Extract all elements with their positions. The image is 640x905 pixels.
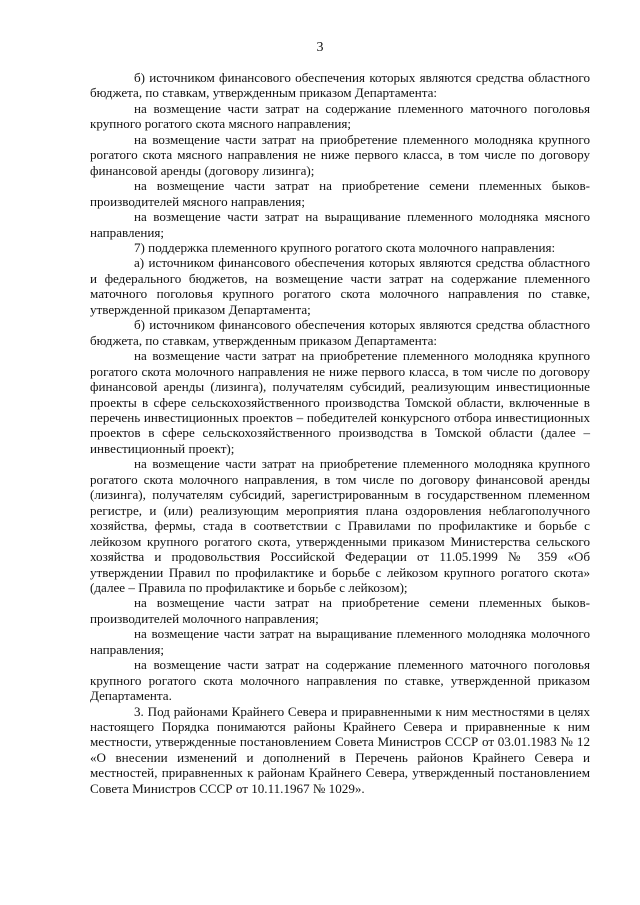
paragraph: на возмещение части затрат на содержание племенного маточного поголовья крупного рогатого скота мясного направления; [90,100,590,132]
paragraph: на возмещение части затрат на приобретение племенного молодняка крупного рогатого скота мясного направления не ниже первого класса, в том числе по договору финансовой аренды (договору лизинга); [90,131,590,178]
page-number: 3 [316,40,324,55]
paragraph: на возмещение части затрат на приобретение племенного молодняка крупного рогатого скота молочного направления, в том числе по договору финансовой аренды (лизинга), получателям субсидий, зарегистрированным в государственном племенном регистре, и (или) реализующим мероприятия плана оздоровления неблагополучного хозяйства, фермы, стада в соответствии с Правилами по профилактике и борьбе с лейкозом крупного рогатого скота, утвержденными приказом Министерства сельского хозяйства и продовольствия Российской Федерации от 11.05.1999 № 359 «Об утверждении Правил по профилактике и борьбе с лейкозом крупного рогатого скота» (далее – Правила по профилактике и борьбе с лейкозом); [90,456,590,595]
paragraph: б) источником финансового обеспечения которых являются средства областного бюджета, по ставкам, утвержденным приказом Департамента: [90,317,590,348]
paragraph: на возмещение части затрат на содержание племенного маточного поголовья крупного рогатого скота молочного направления по ставке, утвержденной приказом Департамента. [90,657,590,704]
paragraph: 7) поддержка племенного крупного рогатого скота молочного направления: [134,239,556,255]
paragraph: а) источником финансового обеспечения которых являются средства областного и федерального бюджетов, на возмещение части затрат на содержание племенного маточного поголовья крупного рогатого скота молочного направления по ставке, утвержденной приказом Департамента; [90,255,590,317]
paragraph: на возмещение части затрат на выращивание племенного молодняка мясного направления; [90,209,590,240]
document-body [90,70,590,796]
paragraph: на возмещение части затрат на приобретение семени племенных быков-производителей молочного направления; [90,595,590,626]
paragraph: на возмещение части затрат на приобретение племенного молодняка крупного рогатого скота молочного направления не ниже первого класса, в том числе по договору финансовой аренды (лизинга), получателям субсидий, реализующим инвестиционные проекты в сфере сельскохозяйственного производства Томской области, включенные в перечень инвестиционных проектов – победителей конкурсного отбора инвестиционных проектов в сфере сельскохозяйственного производства в Томской области (далее – инвестиционный проект); [90,348,590,456]
paragraph: 3. Под районами Крайнего Севера и приравненными к ним местностями в целях настоящего Порядка понимаются районы Крайнего Севера и приравненные к ним местности, утвержденные постановлением Совета Министров СССР от 03.01.1983 № 12 «О внесении изменений и дополнений в Перечень районов Крайнего Севера и местностей, приравненных к районам Крайнего Севера, утвержденный постановлением Совета Министров СССР от 10.11.1967 № 1029». [90,703,590,796]
paragraph: на возмещение части затрат на выращивание племенного молодняка молочного направления; [90,626,590,657]
paragraph: б) источником финансового обеспечения которых являются средства областного бюджета, по ставкам, утвержденным приказом Департамента: [90,70,590,101]
paragraph: на возмещение части затрат на приобретение семени племенных быков-производителей мясного направления; [90,178,590,209]
